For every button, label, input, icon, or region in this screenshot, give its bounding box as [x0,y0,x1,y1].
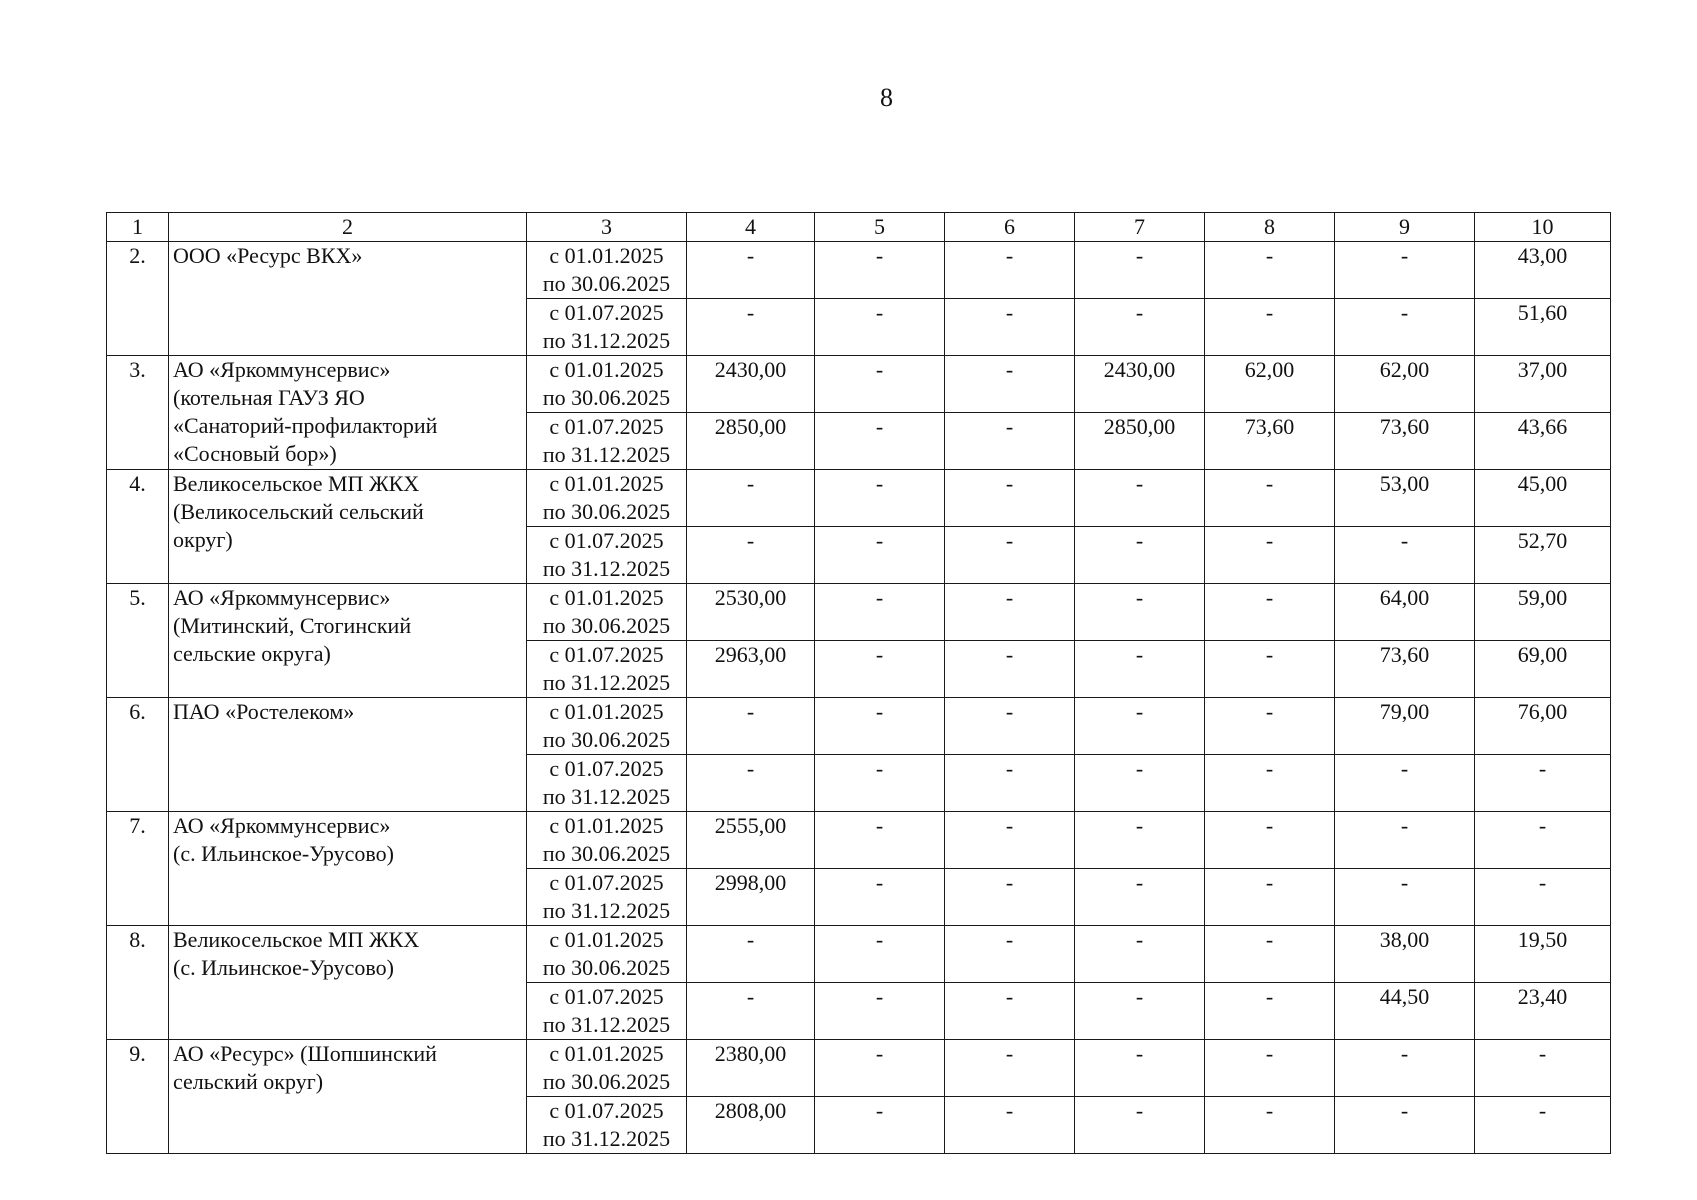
value-cell-col-9: 53,00 [1335,470,1475,527]
value-cell-col-4: 2850,00 [687,413,815,470]
value-cell-col-6: - [945,641,1075,698]
period-cell [527,299,687,356]
value-cell-col-8: - [1205,1040,1335,1097]
value-cell-col-9: - [1335,527,1475,584]
organization-name-line: (с. Ильинское-Урусово) [173,955,394,980]
period-cell [527,584,687,641]
period-cell [527,641,687,698]
value-cell-col-4: 2808,00 [687,1097,815,1154]
organization-name-line: (с. Ильинское-Урусово) [173,841,394,866]
column-header-6: 6 [945,213,1075,242]
value-cell-col-9: - [1335,1040,1475,1097]
period-cell [527,698,687,755]
value-cell-col-6: - [945,755,1075,812]
period-to: по 31.12.2025 [542,1012,671,1037]
value-cell-col-4: - [687,983,815,1040]
value-cell-col-8: - [1205,698,1335,755]
period-to: по 30.06.2025 [542,727,671,752]
value-cell-col-5: - [815,1097,945,1154]
value-cell-col-9: 62,00 [1335,356,1475,413]
value-cell-col-7: - [1075,1097,1205,1154]
value-cell-col-6: - [945,926,1075,983]
value-cell-col-10: - [1475,812,1611,869]
value-cell-col-10: - [1475,869,1611,926]
value-cell-col-7: - [1075,527,1205,584]
period-to: по 31.12.2025 [542,898,671,923]
column-header-4: 4 [687,213,815,242]
period-from: с 01.07.2025 [549,642,664,667]
value-cell-col-5: - [815,299,945,356]
period-cell [527,869,687,926]
value-cell-col-10: 37,00 [1475,356,1611,413]
period-cell [527,983,687,1040]
organization-name [169,1040,527,1154]
value-cell-col-9: - [1335,869,1475,926]
period-cell [527,1097,687,1154]
value-cell-col-10: - [1475,1097,1611,1154]
organization-name-line: округ) [173,527,233,552]
value-cell-col-10: 43,00 [1475,242,1611,299]
period-to: по 30.06.2025 [542,271,671,296]
row-number: 3. [107,356,169,470]
value-cell-col-9: - [1335,299,1475,356]
value-cell-col-6: - [945,527,1075,584]
period-from: с 01.01.2025 [549,357,664,382]
organization-name-line: ПАО «Ростелеком» [173,699,355,724]
column-header-3: 3 [527,213,687,242]
value-cell-col-9: 73,60 [1335,413,1475,470]
value-cell-col-6: - [945,413,1075,470]
organization-name [169,926,527,1040]
value-cell-col-4: 2530,00 [687,584,815,641]
value-cell-col-4: - [687,698,815,755]
table-row [107,812,1611,869]
period-from: с 01.07.2025 [549,870,664,895]
value-cell-col-8: - [1205,1097,1335,1154]
period-from: с 01.07.2025 [549,756,664,781]
value-cell-col-8: - [1205,242,1335,299]
value-cell-col-4: - [687,242,815,299]
organization-name-line: (Митинский, Стогинский [173,613,412,638]
organization-name-line: ООО «Ресурс ВКХ» [173,243,363,268]
organization-name-line: сельские округа) [173,641,331,666]
value-cell-col-8: - [1205,584,1335,641]
value-cell-col-8: - [1205,812,1335,869]
table-row [107,698,1611,755]
period-to: по 31.12.2025 [542,328,671,353]
row-number: 7. [107,812,169,926]
value-cell-col-4: - [687,299,815,356]
table-row [107,242,1611,299]
table-row [107,356,1611,413]
value-cell-col-5: - [815,926,945,983]
value-cell-col-7: - [1075,584,1205,641]
value-cell-col-7: - [1075,869,1205,926]
value-cell-col-6: - [945,869,1075,926]
value-cell-col-6: - [945,812,1075,869]
row-number: 5. [107,584,169,698]
value-cell-col-10: 51,60 [1475,299,1611,356]
value-cell-col-6: - [945,1097,1075,1154]
table-row [107,1040,1611,1097]
period-to: по 31.12.2025 [542,670,671,695]
value-cell-col-6: - [945,1040,1075,1097]
value-cell-col-4: 2998,00 [687,869,815,926]
period-from: с 01.01.2025 [549,585,664,610]
period-to: по 30.06.2025 [542,385,671,410]
value-cell-col-9: - [1335,812,1475,869]
value-cell-col-5: - [815,755,945,812]
value-cell-col-5: - [815,584,945,641]
value-cell-col-7: - [1075,299,1205,356]
value-cell-col-7: 2850,00 [1075,413,1205,470]
value-cell-col-9: - [1335,242,1475,299]
column-header-10: 10 [1475,213,1611,242]
period-from: с 01.01.2025 [549,243,664,268]
organization-name [169,584,527,698]
value-cell-col-7: - [1075,470,1205,527]
value-cell-col-7: - [1075,755,1205,812]
value-cell-col-8: - [1205,755,1335,812]
table-header-row [107,213,1611,242]
table-row [107,584,1611,641]
period-cell [527,1040,687,1097]
period-from: с 01.01.2025 [549,927,664,952]
value-cell-col-8: - [1205,983,1335,1040]
value-cell-col-7: - [1075,812,1205,869]
value-cell-col-5: - [815,983,945,1040]
value-cell-col-6: - [945,983,1075,1040]
organization-name-line: сельский округ) [173,1069,324,1094]
period-cell [527,413,687,470]
period-from: с 01.01.2025 [549,1041,664,1066]
row-number: 8. [107,926,169,1040]
value-cell-col-9: 44,50 [1335,983,1475,1040]
period-cell [527,812,687,869]
value-cell-col-5: - [815,527,945,584]
period-cell [527,755,687,812]
period-from: с 01.07.2025 [549,984,664,1009]
value-cell-col-4: 2555,00 [687,812,815,869]
organization-name-line: Великосельское МП ЖКХ [173,927,420,952]
value-cell-col-6: - [945,584,1075,641]
value-cell-col-4: 2430,00 [687,356,815,413]
value-cell-col-7: 2430,00 [1075,356,1205,413]
value-cell-col-10: 23,40 [1475,983,1611,1040]
period-from: с 01.01.2025 [549,699,664,724]
row-number: 4. [107,470,169,584]
period-to: по 30.06.2025 [542,1069,671,1094]
value-cell-col-4: 2380,00 [687,1040,815,1097]
value-cell-col-7: - [1075,926,1205,983]
value-cell-col-9: - [1335,1097,1475,1154]
value-cell-col-4: - [687,755,815,812]
value-cell-col-10: 76,00 [1475,698,1611,755]
value-cell-col-5: - [815,869,945,926]
organization-name [169,242,527,356]
row-number: 2. [107,242,169,356]
period-to: по 30.06.2025 [542,841,671,866]
value-cell-col-6: - [945,242,1075,299]
value-cell-col-5: - [815,1040,945,1097]
value-cell-col-5: - [815,470,945,527]
column-header-1: 1 [107,213,169,242]
value-cell-col-5: - [815,413,945,470]
value-cell-col-10: 59,00 [1475,584,1611,641]
value-cell-col-7: - [1075,641,1205,698]
value-cell-col-8: - [1205,527,1335,584]
value-cell-col-8: - [1205,869,1335,926]
value-cell-col-8: - [1205,470,1335,527]
value-cell-col-7: - [1075,242,1205,299]
table-body [107,242,1611,1154]
value-cell-col-5: - [815,698,945,755]
column-header-7: 7 [1075,213,1205,242]
value-cell-col-8: - [1205,641,1335,698]
value-cell-col-7: - [1075,698,1205,755]
value-cell-col-10: 45,00 [1475,470,1611,527]
period-to: по 30.06.2025 [542,499,671,524]
column-header-5: 5 [815,213,945,242]
value-cell-col-9: 64,00 [1335,584,1475,641]
row-number: 6. [107,698,169,812]
value-cell-col-10: - [1475,755,1611,812]
period-cell [527,470,687,527]
period-from: с 01.01.2025 [549,471,664,496]
period-cell [527,356,687,413]
value-cell-col-6: - [945,470,1075,527]
value-cell-col-10: - [1475,1040,1611,1097]
value-cell-col-5: - [815,356,945,413]
period-to: по 31.12.2025 [542,442,671,467]
column-header-9: 9 [1335,213,1475,242]
organization-name-line: (котельная ГАУЗ ЯО [173,385,365,410]
value-cell-col-10: 19,50 [1475,926,1611,983]
organization-name-line: «Сосновый бор») [173,441,337,466]
tariff-table [106,212,1611,1154]
period-cell [527,926,687,983]
period-cell [527,527,687,584]
period-from: с 01.07.2025 [549,528,664,553]
table-row [107,470,1611,527]
value-cell-col-6: - [945,698,1075,755]
value-cell-col-9: - [1335,755,1475,812]
value-cell-col-8: - [1205,299,1335,356]
organization-name-line: Великосельское МП ЖКХ [173,471,420,496]
organization-name [169,356,527,470]
value-cell-col-10: 43,66 [1475,413,1611,470]
value-cell-col-6: - [945,299,1075,356]
value-cell-col-8: 73,60 [1205,413,1335,470]
value-cell-col-10: 69,00 [1475,641,1611,698]
period-to: по 31.12.2025 [542,1126,671,1151]
value-cell-col-8: - [1205,926,1335,983]
value-cell-col-4: 2963,00 [687,641,815,698]
row-number: 9. [107,1040,169,1154]
organization-name [169,812,527,926]
organization-name [169,470,527,584]
period-from: с 01.01.2025 [549,813,664,838]
period-to: по 30.06.2025 [542,955,671,980]
column-header-8: 8 [1205,213,1335,242]
organization-name-line: АО «Яркоммунсервис» [173,357,391,382]
organization-name [169,698,527,812]
organization-name-line: АО «Ресурс» (Шопшинский [173,1041,437,1066]
organization-name-line: АО «Яркоммунсервис» [173,813,391,838]
period-to: по 31.12.2025 [542,556,671,581]
period-to: по 31.12.2025 [542,784,671,809]
value-cell-col-4: - [687,527,815,584]
page-number: 8 [880,83,893,112]
organization-name-line: АО «Яркоммунсервис» [173,585,391,610]
period-to: по 30.06.2025 [542,613,671,638]
period-from: с 01.07.2025 [549,300,664,325]
column-header-2: 2 [169,213,527,242]
value-cell-col-7: - [1075,1040,1205,1097]
period-from: с 01.07.2025 [549,1098,664,1123]
period-from: с 01.07.2025 [549,414,664,439]
period-cell [527,242,687,299]
value-cell-col-8: 62,00 [1205,356,1335,413]
value-cell-col-5: - [815,641,945,698]
value-cell-col-7: - [1075,983,1205,1040]
value-cell-col-5: - [815,812,945,869]
organization-name-line: (Великосельский сельский [173,499,424,524]
value-cell-col-10: 52,70 [1475,527,1611,584]
organization-name-line: «Санаторий-профилакторий [173,413,438,438]
value-cell-col-5: - [815,242,945,299]
value-cell-col-4: - [687,470,815,527]
table-row [107,926,1611,983]
value-cell-col-9: 73,60 [1335,641,1475,698]
value-cell-col-9: 38,00 [1335,926,1475,983]
value-cell-col-9: 79,00 [1335,698,1475,755]
value-cell-col-6: - [945,356,1075,413]
value-cell-col-4: - [687,926,815,983]
